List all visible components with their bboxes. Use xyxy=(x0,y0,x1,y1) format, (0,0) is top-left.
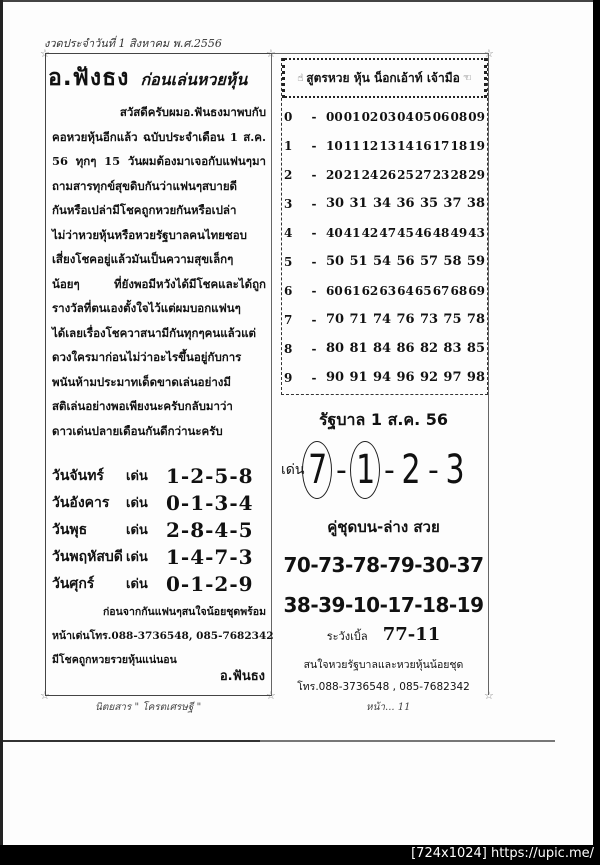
formula-row xyxy=(282,276,487,305)
formula-value: 94 xyxy=(372,370,392,385)
featured-digit xyxy=(446,447,466,493)
day-pick-row xyxy=(52,489,267,516)
digit-text: 2 xyxy=(401,447,421,493)
article-title xyxy=(48,60,270,96)
formula-value: 31 xyxy=(349,196,368,211)
formula-value: 23 xyxy=(432,167,450,182)
closing-text xyxy=(52,600,274,672)
day-name: วันศุกร์ xyxy=(52,575,95,592)
formula-value: 06 xyxy=(432,109,450,124)
formula-value: 58 xyxy=(443,254,462,269)
body-line: กันหรือเปล่ามีโชคถูกหวยกันหรือเปล่า xyxy=(52,203,237,217)
formula-value: 24 xyxy=(361,167,379,182)
formula-row xyxy=(282,102,487,131)
formula-value: 46 xyxy=(414,225,432,240)
formula-value: 83 xyxy=(443,341,462,356)
magazine-name: นิตยสาร " โครตเศรษฐี " xyxy=(95,702,202,713)
day-pick-row xyxy=(52,543,267,570)
body-line: น้อยๆ ที่ยังพอมีหวังได้มีโชคและได้ถูก xyxy=(52,276,266,291)
page-divider xyxy=(3,740,278,742)
watermark-text: [724x1024] https://upic.me/ xyxy=(411,846,594,861)
formula-value: 01 xyxy=(343,109,361,124)
formula-value: 65 xyxy=(414,283,432,298)
formula-value: 04 xyxy=(397,109,414,124)
body-line: สวัสดีครับผมอ.ฟันธงมาพบกับ xyxy=(119,105,266,119)
formula-row xyxy=(282,131,487,160)
pointing-hand-icon: ☜ xyxy=(462,72,472,84)
formula-value: 29 xyxy=(468,167,485,182)
day-label: เด่น xyxy=(126,550,148,565)
formula-value: 27 xyxy=(414,167,432,182)
formula-key: 9 xyxy=(284,370,293,385)
formula-value: 51 xyxy=(349,254,368,269)
formula-value: 28 xyxy=(450,167,468,182)
formula-value: 62 xyxy=(361,283,379,298)
formula-value: 74 xyxy=(372,312,392,327)
formula-value: 16 xyxy=(414,138,432,153)
body-line: ได้เลยเรื่องโชควาสนามีกันทุกๆคนแล้วแต่ xyxy=(52,325,257,340)
formula-value: 21 xyxy=(343,167,361,182)
day-label: เด่น xyxy=(126,496,148,511)
formula-title: สูตรหวย หุ้น น็อกเอ้าท์ เจ้ามือ xyxy=(306,70,460,85)
formula-value: 71 xyxy=(349,312,368,327)
formula-dash: - xyxy=(311,341,317,356)
page-number: หน้า... 11 xyxy=(366,702,411,713)
body-line: ดาวเด่นปลายเดือนกันดีกว่านะครับ xyxy=(52,423,223,438)
day-numbers: 1-2-5-8 xyxy=(166,463,254,488)
day-numbers: 0-1-2-9 xyxy=(166,571,254,596)
formula-value: 60 xyxy=(326,283,343,298)
formula-value: 56 xyxy=(396,254,415,269)
day-label: เด่น xyxy=(126,577,148,592)
day-name: วันพฤหัสบดี xyxy=(52,548,123,565)
scan-edge-right xyxy=(593,0,600,845)
day-numbers: 2-8-4-5 xyxy=(166,517,254,542)
formula-dash: - xyxy=(311,196,317,211)
formula-value: 14 xyxy=(397,138,414,153)
formula-value: 00 xyxy=(326,109,343,124)
formula-values xyxy=(326,312,487,327)
formula-key: 7 xyxy=(284,312,293,327)
formula-value: 30 xyxy=(326,196,345,211)
formula-value: 48 xyxy=(432,225,450,240)
digit-text: 1 xyxy=(355,447,375,493)
scan-edge-left xyxy=(0,0,3,845)
formula-values xyxy=(326,110,487,124)
formula-key: 0 xyxy=(284,109,293,124)
formula-value: 03 xyxy=(379,109,397,124)
formula-value: 11 xyxy=(343,138,361,153)
day-pick-row xyxy=(52,462,267,489)
formula-row xyxy=(282,305,487,334)
closing-line: ก่อนจากกันแฟนๆสนใจน้อยชุดพร้อม xyxy=(102,606,266,618)
formula-value: 59 xyxy=(466,254,485,269)
formula-key: 4 xyxy=(284,225,293,240)
formula-value: 75 xyxy=(443,312,462,327)
formula-row xyxy=(282,189,487,218)
contact-line: สนใจหวยรัฐบาลและหวยหุ้นน้อยชุด xyxy=(303,659,464,671)
star-icon: ☆ xyxy=(40,47,50,60)
formula-key: 6 xyxy=(284,283,293,298)
formula-dash: - xyxy=(311,167,317,182)
star-icon: ☆ xyxy=(266,47,276,60)
formula-key: 5 xyxy=(284,254,293,269)
formula-value: 69 xyxy=(468,283,485,298)
day-label: เด่น xyxy=(126,469,148,484)
formula-values xyxy=(326,254,487,269)
page-divider xyxy=(260,740,555,742)
double-warning-label: ระวังเบิ้ล xyxy=(326,630,368,643)
formula-dash: - xyxy=(311,138,317,153)
digit-separator: - xyxy=(428,452,439,488)
formula-value: 13 xyxy=(379,138,397,153)
watermark-bar xyxy=(0,845,600,865)
formula-value: 97 xyxy=(443,370,462,385)
article-body xyxy=(52,100,266,443)
formula-value: 47 xyxy=(379,225,397,240)
formula-value: 25 xyxy=(397,167,414,182)
pair-numbers-line: 70-73-78-79-30-37 xyxy=(283,553,484,577)
digit-separator: - xyxy=(336,452,347,488)
author-signature: อ.ฟันธง xyxy=(219,669,265,684)
formula-dash: - xyxy=(311,109,317,124)
formula-value: 50 xyxy=(326,254,345,269)
government-lottery-title: รัฐบาล 1 ส.ค. 56 xyxy=(318,410,449,429)
formula-value: 68 xyxy=(450,283,468,298)
digit-text: 7 xyxy=(307,447,327,493)
star-icon: ☆ xyxy=(266,689,276,702)
star-icon: ☆ xyxy=(484,47,494,60)
formula-values xyxy=(326,226,487,240)
day-numbers: 1-4-7-3 xyxy=(166,544,254,569)
digit-separator: - xyxy=(384,452,395,488)
formula-value: 82 xyxy=(419,341,439,356)
featured-digit xyxy=(402,447,422,493)
body-line: พนันห้ามประมาทเด็ดขาดเล่นอย่างมี xyxy=(52,374,231,389)
formula-value: 90 xyxy=(326,370,345,385)
formula-value: 91 xyxy=(349,370,368,385)
formula-value: 36 xyxy=(396,196,415,211)
formula-dash: - xyxy=(311,312,317,327)
day-name: วันพุธ xyxy=(52,521,88,538)
formula-value: 45 xyxy=(397,225,414,240)
formula-value: 38 xyxy=(466,196,485,211)
article-subtitle: ก่อนเล่นหวยหุ้น xyxy=(140,70,248,89)
formula-value: 78 xyxy=(466,312,485,327)
circled-digit xyxy=(350,441,380,499)
formula-value: 98 xyxy=(466,370,485,385)
page-header-date: งวดประจำวันที่ 1 สิงหาคม พ.ศ.2556 xyxy=(44,37,222,50)
formula-value: 37 xyxy=(443,196,462,211)
formula-dash: - xyxy=(311,225,317,240)
formula-value: 73 xyxy=(419,312,439,327)
formula-value: 34 xyxy=(372,196,392,211)
formula-row xyxy=(282,334,487,363)
body-line: ดวงใครมาก่อนไม่ว่าอะไรขึ้นอยู่กับการ xyxy=(52,350,242,364)
formula-values xyxy=(326,196,487,211)
formula-row xyxy=(282,247,487,276)
day-numbers: 0-1-3-4 xyxy=(166,490,254,515)
hand-icon: ☝ xyxy=(297,72,304,84)
formula-value: 40 xyxy=(326,225,343,240)
formula-values xyxy=(326,284,487,298)
formula-key: 1 xyxy=(284,138,293,153)
formula-value: 35 xyxy=(419,196,439,211)
formula-key: 2 xyxy=(284,167,293,182)
formula-row xyxy=(282,160,487,189)
formula-row xyxy=(282,363,487,392)
day-name: วันจันทร์ xyxy=(52,467,104,484)
body-line: รางวัลที่ตนเองตั้งใจไว้แต่ผมบอกแฟนๆ xyxy=(52,301,241,315)
formula-value: 85 xyxy=(466,341,485,356)
closing-phone-line: หน้าเด่นโทร.088-3736548, 085-7682342 xyxy=(52,630,274,642)
featured-digits-row xyxy=(281,440,486,500)
day-pick-row xyxy=(52,570,267,597)
author-title: อ.ฟังธง xyxy=(48,65,130,91)
double-warning-numbers: 77-11 xyxy=(382,624,441,645)
body-line: เสี่ยงโชคอยู่แล้วมันเป็นความสุขเล็กๆ xyxy=(52,252,234,266)
formula-value: 26 xyxy=(379,167,397,182)
contact-phone-line: โทร.088-3736548 , 085-7682342 xyxy=(297,681,470,693)
double-warning-row xyxy=(281,624,486,645)
formula-values xyxy=(326,341,487,356)
formula-value: 19 xyxy=(468,138,485,153)
star-icon: ☆ xyxy=(484,689,494,702)
formula-value: 80 xyxy=(326,341,345,356)
formula-values xyxy=(326,139,487,153)
left-article-box xyxy=(45,53,272,696)
day-name: วันอังคาร xyxy=(52,494,110,511)
formula-key: 3 xyxy=(284,196,293,211)
formula-value: 81 xyxy=(349,341,368,356)
formula-table xyxy=(282,102,487,392)
formula-value: 08 xyxy=(450,109,468,124)
formula-value: 49 xyxy=(450,225,468,240)
day-label: เด่น xyxy=(126,523,148,538)
body-line: คอหวยหุ้นอีกแล้ว ฉบับประจำเดือน 1 ส.ค. xyxy=(52,129,266,144)
formula-value: 17 xyxy=(432,138,450,153)
formula-value: 86 xyxy=(396,341,415,356)
body-line: ไม่ว่าหวยหุ้นหรือหวยรัฐบาลคนไทยชอบ xyxy=(52,227,247,242)
body-line: สติเล่นอย่างพอเพียงนะครับกลับมาว่า xyxy=(52,399,233,413)
formula-value: 41 xyxy=(343,225,361,240)
formula-value: 43 xyxy=(468,225,485,240)
formula-value: 54 xyxy=(372,254,392,269)
formula-value: 10 xyxy=(326,138,343,153)
formula-dash: - xyxy=(311,254,317,269)
formula-value: 12 xyxy=(361,138,379,153)
formula-row xyxy=(282,218,487,247)
formula-values xyxy=(326,168,487,182)
body-line: ถามสารทุกข์สุขดิบกันว่าแฟนๆสบายดี xyxy=(52,178,238,193)
scan-edge-top xyxy=(0,0,600,2)
formula-value: 18 xyxy=(450,138,468,153)
formula-value: 42 xyxy=(361,225,379,240)
formula-value: 61 xyxy=(343,283,361,298)
formula-value: 67 xyxy=(432,283,450,298)
featured-label: เด่น xyxy=(281,462,305,478)
star-icon: ☆ xyxy=(40,689,50,702)
formula-value: 64 xyxy=(397,283,414,298)
formula-value: 84 xyxy=(372,341,392,356)
daily-picks-list xyxy=(52,462,267,597)
closing-line: มีโชคถูกหวยรวยหุ้นแน่นอน xyxy=(52,654,177,666)
formula-key: 8 xyxy=(284,341,293,356)
formula-value: 09 xyxy=(468,109,485,124)
pair-set-title: คู่ชุดบน-ล่าง สวย xyxy=(327,518,440,536)
formula-value: 63 xyxy=(379,283,397,298)
formula-values xyxy=(326,370,487,385)
pair-numbers-line: 38-39-10-17-18-19 xyxy=(283,593,484,617)
circled-digit xyxy=(302,441,332,499)
formula-value: 92 xyxy=(419,370,439,385)
formula-value: 20 xyxy=(326,167,343,182)
formula-value: 70 xyxy=(326,312,345,327)
digit-text: 3 xyxy=(445,447,465,493)
formula-dash: - xyxy=(311,283,317,298)
formula-value: 05 xyxy=(414,109,432,124)
formula-header xyxy=(282,58,487,98)
body-line: 56 ทุกๆ 15 วันผมต้องมาเจอกับแฟนๆมา xyxy=(52,154,266,168)
day-pick-row xyxy=(52,516,267,543)
formula-value: 76 xyxy=(396,312,415,327)
formula-value: 96 xyxy=(396,370,415,385)
formula-dash: - xyxy=(311,370,317,385)
formula-value: 57 xyxy=(419,254,439,269)
formula-value: 02 xyxy=(361,109,379,124)
formula-box xyxy=(281,58,488,395)
